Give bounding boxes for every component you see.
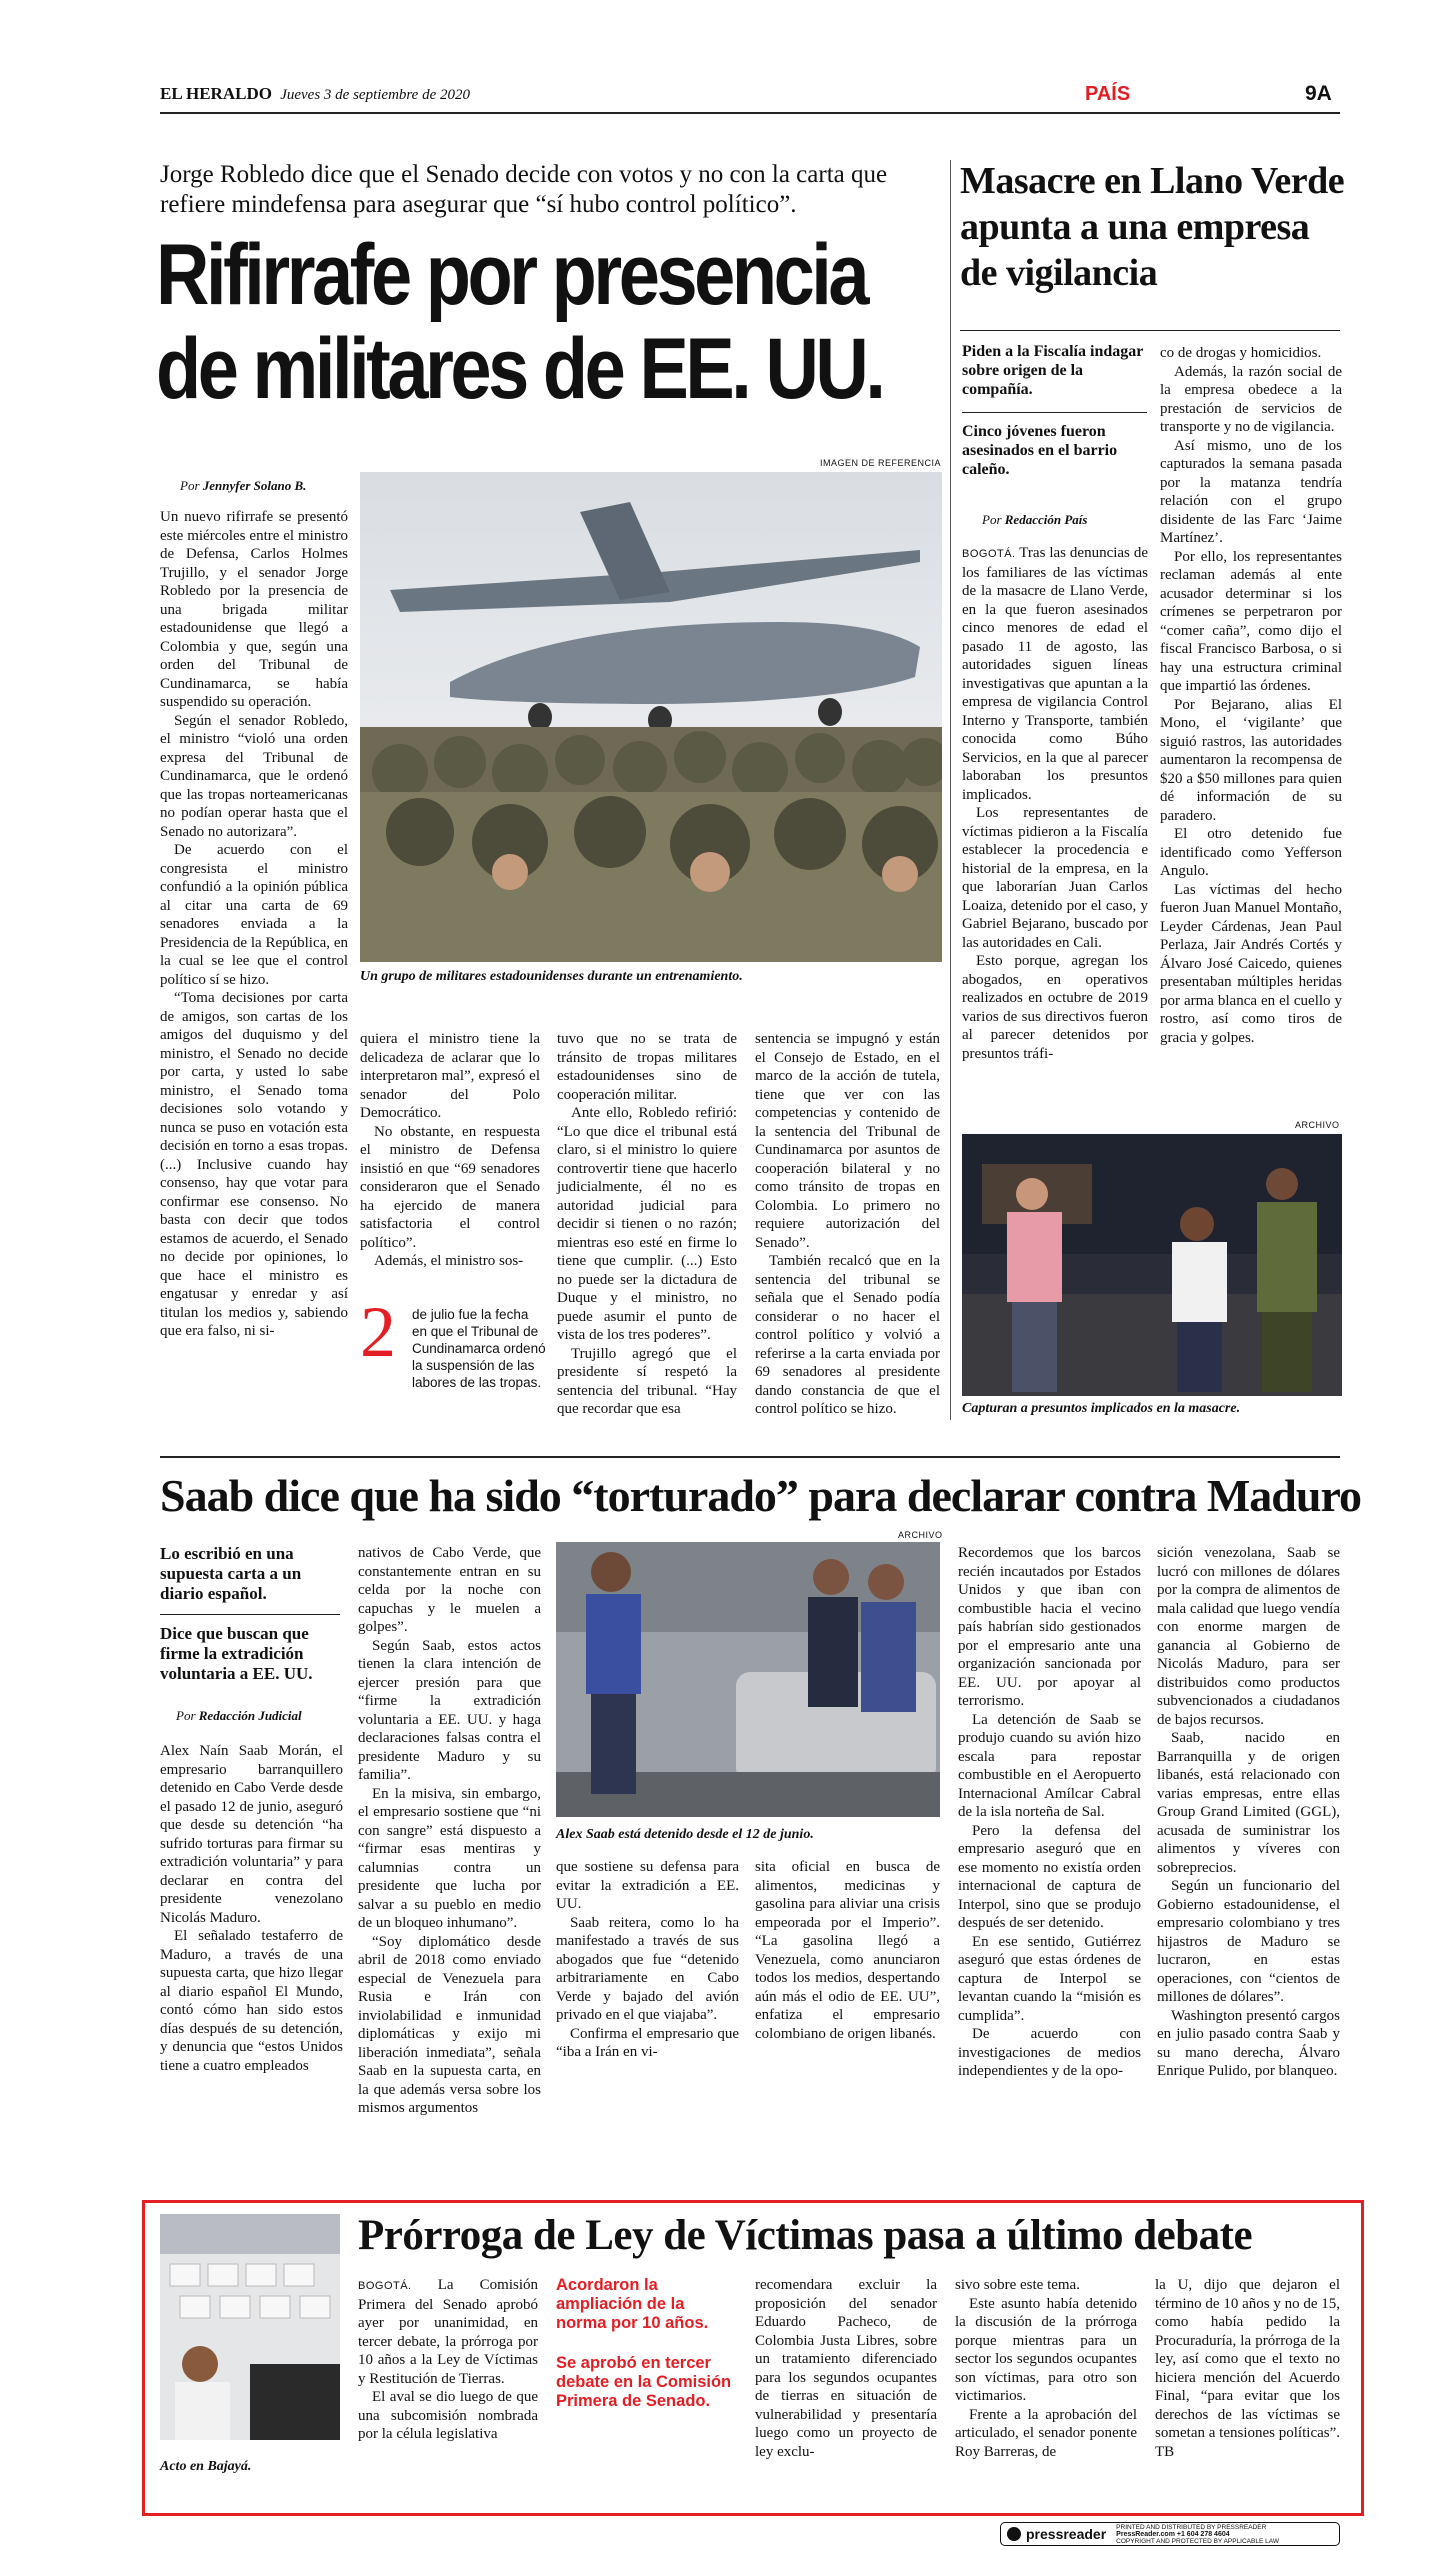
arrest-illustration <box>962 1134 1342 1396</box>
paragraph: Alex Naín Saab Morán, el empresario barranquillero detenido en Cabo Verde desde el pasado 12 de junio, aseguró que desde su detención “ha sufrido torturas para firmar su extradición voluntaria” y para declarar en contra del presidente venezolano Nicolás Maduro. <box>160 1743 343 1926</box>
story3-col2 <box>358 1544 541 2118</box>
paragraph: Saab reitera, como lo ha manifestado a través de sus abogados que fue “detenido arbitrariamente en Cabo Verde y bajado del avión privado en el que viajaba”. <box>556 1914 739 2023</box>
byline-name: Redacción País <box>1004 512 1088 527</box>
masthead-paper <box>160 84 470 104</box>
story2-photo <box>962 1134 1342 1396</box>
deck-rule <box>962 412 1147 413</box>
header-rule <box>160 112 1340 114</box>
paragraph: Recordemos que los barcos recién incautados por Estados Unidos y que iban con combustible hacia el vecino país habrían sido gestionados por el empresario ante una organización sancionada por EE. UU. por apoyar al terrorismo. <box>958 1545 1141 1709</box>
story1-headline-line2: de militares de EE. UU. <box>156 321 883 417</box>
paragraph: que sostiene su defensa para evitar la extradición a EE. UU. <box>556 1859 739 1912</box>
story1-caption: Un grupo de militares estadounidenses durante un entrenamiento. <box>360 969 743 984</box>
paragraph <box>962 544 1148 804</box>
story1-col3 <box>557 1030 737 1419</box>
story4-col1 <box>358 2276 538 2444</box>
page-number: 9A <box>1305 82 1332 105</box>
paragraph: sivo sobre este tema. <box>955 2277 1080 2293</box>
story3-col4 <box>755 1858 940 2043</box>
story3-caption: Alex Saab está detenido desde el 12 de junio. <box>556 1827 814 1842</box>
paragraph: La detención de Saab se produjo cuando su avión hizo escala para repostar combustible en el Aeropuerto Internacional Amílcar Cabral de la isla norteña de Sal. <box>958 1711 1141 1820</box>
paragraph: Según el senador Robledo, el ministro “violó una orden expresa del Tribunal de Cundinamarca, que le ordenó que las tropas norteamericanas no podían operar hasta que el Senado no autorizara”. <box>160 712 348 840</box>
story4-photo <box>160 2214 340 2440</box>
story1-col2 <box>360 1030 540 1271</box>
story3-byline <box>176 1708 302 1724</box>
byline-name: Jennyfer Solano B. <box>202 478 307 493</box>
story1-col4 <box>755 1030 940 1419</box>
paragraph: Así mismo, uno de los capturados la semana pasada por la matanza tendría relación con el grupo disidente de las Farc ‘Jaime Martínez’. <box>1160 437 1342 546</box>
paragraph: Trujillo agregó que el presidente sí respetó la sentencia del tribunal. “Hay que recordar que esa <box>557 1345 737 1417</box>
paper-name: EL HERALDO <box>160 84 272 103</box>
paragraph: Por ello, los representantes reclaman además al ente acusador determinar si los crímenes se perpetraron por “comer caña”, como dijo el fiscal Francisco Barbosa, o si hay una estructura criminal que impartió las órdenes. <box>1160 548 1342 694</box>
paragraph: En la misiva, sin embargo, el empresario sostiene que “ni con sangre” está dispuesto a “firmar esas mentiras y calumnias contra un presidente que lucha por salvar a su pueblo en medio de un bloqueo inhumano”. <box>358 1785 541 1931</box>
story3-col3 <box>556 1858 739 2062</box>
paragraph: “Toma decisiones por carta de amigos, son cartas de los amigos del duquismo y del ministro, el Senado no decide por carta, y usted lo sabe ministro, el Senado toma decisiones solo votando y nunca se puso en votación esta decisión en torno a esas tropas. (...) Inclusive cuando hay consenso, hay que votar para confirmar ese consenso. No basta con decir que todos estamos de acuerdo, el Senado no decide por opiniones, lo que hace el ministro es engatusar y enredar y así titulan los medios y, sabiendo que era falso, ni si- <box>160 990 348 1339</box>
paragraph: Washington presentó cargos en julio pasado contra Saab y su mano derecha, Álvaro Enrique Pulido, por blanqueo. <box>1157 2007 1340 2079</box>
story1-headline-line1: Rifirrafe por presencia <box>156 227 867 323</box>
story1-photo <box>360 472 942 962</box>
column-divider <box>950 160 951 1420</box>
pressreader-line2: PressReader.com +1 604 278 4604 <box>1116 2530 1230 2538</box>
story1-photo-credit: IMAGEN DE REFERENCIA <box>820 458 942 468</box>
paragraph: El aval se dio luego de que una subcomisión nombrada por la célula legislativa <box>358 2389 538 2442</box>
paragraph: El señalado testaferro de Maduro, a través de una supuesta carta, que hizo llegar al diario español El Mundo, contó cómo han sido estos días después de su detención, y denuncia que “estos Unidos tiene a cuatro empleados <box>160 1928 343 2074</box>
paragraph: Un nuevo rifirrafe se presentó este miércoles entre el ministro de Defensa, Carlos Holmes Trujillo, y el senador Jorge Robledo por la presencia de una brigada militar estadounidense que llegó a Colombia y que, según una orden del Tribunal de Cundinamarca, se había suspendido su operación. <box>160 509 348 710</box>
story4-headline: Prórroga de Ley de Víctimas pasa a último debate <box>358 2212 1253 2259</box>
story2-photo-credit: ARCHIVO <box>1295 1120 1340 1130</box>
section-name: PAÍS <box>1085 83 1131 105</box>
paragraph: Además, el ministro sos- <box>374 1253 524 1269</box>
paragraph: Este asunto había detenido la discusión de la prórroga porque mientras para un sector los segundos ocupantes son víctimas, para otro son victimarios. <box>955 2295 1137 2404</box>
pressreader-brand: pressreader <box>1026 2526 1107 2542</box>
story2-deck2: Cinco jóvenes fueron asesinados en el barrio caleño. <box>962 423 1118 478</box>
paragraph: sición venezolana, Saab se lucró con millones de dólares por la compra de alimentos de mala calidad que luego vendía con enorme margen de ganancia al Gobierno de Nicolás Maduro, para ser distribuidos como productos subvencionados a ciudadanos de bajos recursos. <box>1157 1545 1340 1728</box>
pressreader-line1: PRINTED AND DISTRIBUTED BY PRESSREADER <box>1116 2523 1267 2531</box>
paragraph: Saab, nacido en Barranquilla y de origen libanés, está relacionado con varias empresas, entre ellas Group Grand Limited (GGL), acusada de suministrar los alimentos y víveres con sobreprecios. <box>1157 1730 1340 1876</box>
paragraph: En ese sentido, Gutiérrez aseguró que estas órdenes de captura de Interpol se levantan cuando la “misión es cumplida”. <box>958 1933 1141 2024</box>
byline-prefix: Por <box>180 478 200 493</box>
byline-name: Redacción Judicial <box>198 1708 302 1723</box>
pressreader-badge[interactable] <box>1000 2522 1340 2546</box>
paragraph: No obstante, en respuesta el ministro de Defensa insistió en que “69 senadores consideraron que el Senado ha ejercido de manera satisfactoria el control político”. <box>360 1123 540 1251</box>
story3-col1 <box>160 1742 343 2075</box>
paragraph <box>358 2276 538 2388</box>
story2-headline: Masacre en Llano Verde apunta a una empresa de vigilancia <box>960 160 1345 294</box>
paragraph: Esto porque, agregan los abogados, en operativos realizados en octubre de 2019 varios de sus directivos fueron al parecer detenidos por presuntos tráfi- <box>962 953 1148 1062</box>
military-plane-illustration <box>360 472 942 962</box>
paragraph: Frente a la aprobación del articulado, el senador ponente Roy Barreras, de <box>955 2406 1137 2460</box>
paragraph-text: Tras las denuncias de los familiares de las víctimas de la masacre de Llano Verde, en la que fueron asesinados cinco menores de edad el pasado 11 de agosto, las autoridades siguen líneas investigativas que apuntan a la empresa de vigilancia Control Interno y Transporte, también conocida como Búho Servicios, en la que al parecer laboraban los presuntos implicados. <box>962 545 1148 803</box>
paragraph-text: La Comisión Primera del Senado aprobó ayer por unanimidad, en tercer debate, la prórroga por 10 años a la Ley de Víctimas y Restitución de Tierras. <box>358 2277 539 2387</box>
paragraph: Confirma el empresario que “iba a Irán en vi- <box>556 2025 739 2060</box>
story3-deck2: Dice que buscan que firme la extradición voluntaria a EE. UU. <box>160 1624 313 1683</box>
paragraph: Pero la defensa del empresario aseguró que en ese momento no existía orden internacional de captura de Interpol, sino que se produjo después de ser detenido. <box>958 1822 1141 1931</box>
fact-number: 2 <box>360 1292 396 1372</box>
paragraph: Los representantes de víctimas pidieron a la Fiscalía establecer la procedencia e historial de la empresa, en la que laborarían Juan Carlos Loaiza, detenido por el caso, y Gabriel Bejarano, buscado por las autoridades en Cali. <box>962 805 1148 951</box>
story2-deck1: Piden a la Fiscalía indagar sobre origen de la compañía. <box>962 343 1144 398</box>
story3-photo <box>556 1542 940 1817</box>
paragraph: tuvo que no se trata de tránsito de tropas militares estadounidenses sino de cooperación militar. <box>557 1031 737 1103</box>
pressreader-info <box>1116 2524 1279 2545</box>
story4-col4 <box>955 2276 1137 2461</box>
byline-prefix: Por <box>176 1708 196 1723</box>
story4-col5 <box>1155 2276 1340 2461</box>
story3-photo-credit: ARCHIVO <box>898 1530 943 1540</box>
story2-col1 <box>962 544 1148 1063</box>
story2-caption: Capturan a presuntos implicados en la masacre. <box>962 1401 1241 1416</box>
pressreader-logo-icon <box>1007 2527 1021 2541</box>
pressreader-line3: COPYRIGHT AND PROTECTED BY APPLICABLE LAW <box>1116 2537 1279 2545</box>
story3-deck1: Lo escribió en una supuesta carta a un diario español. <box>160 1544 302 1603</box>
story1-byline <box>180 478 306 494</box>
story1-kicker: Jorge Robledo dice que el Senado decide con votos y no con la carta que refiere mindefensa para asegurar que “sí hubo control político”. <box>160 161 888 218</box>
detainee-illustration <box>556 1542 940 1817</box>
paragraph: recomendara excluir la proposición del senador Eduardo Pacheco, de Colombia Justa Libres, sobre un tratamiento diferenciado para los segundos ocupantes de tierras en situación de vulnerabilidad y presentaría luego como un proyecto de ley exclu- <box>755 2277 937 2460</box>
paragraph: De acuerdo con el congresista el ministro confundió a la opinión pública al citar una carta de 69 senadores enviada a la Presidencia de la República, en la cual se lee que el control político sí se hizo. <box>160 842 348 988</box>
byline-prefix: Por <box>982 512 1002 527</box>
story2-byline <box>982 512 1087 528</box>
fact-text: de julio fue la fecha en que el Tribunal de Cundinamarca ordenó la suspensión de las labores de las tropas. <box>412 1307 546 1390</box>
paragraph: Según un funcionario del Gobierno estadounidense, el empresario colombiano y tres hijastros de Maduro se lucraron, en estas operaciones, con “cientos de millones de dólares”. <box>1157 1878 1340 2005</box>
story1-headline <box>156 227 883 417</box>
ceremony-illustration <box>160 2214 340 2440</box>
paragraph: “Soy diplomático desde abril de 2018 como enviado especial de Venezuela para Rusia e Irán con inviolabilidad e inmunidad diplomáticas y exijo mi liberación inmediata”, señala Saab en la supuesta carta, en la que además versa sobre los mismos argumentos <box>358 1933 541 2116</box>
story3-col5 <box>958 1544 1141 2081</box>
story4-deck1: Acordaron la ampliación de la norma por 10 años. <box>556 2276 709 2332</box>
paragraph: Según Saab, estos actos tienen la clara intención de ejercer presión para que “firme la extradición voluntaria a EE. UU. y haga declaraciones falsas contra el presidente Maduro y su familia”. <box>358 1637 541 1783</box>
story3-headline: Saab dice que ha sido “torturado” para declarar contra Maduro <box>160 1470 1362 1521</box>
story3-col6 <box>1157 1544 1340 2081</box>
paragraph: Las víctimas del hecho fueron Juan Manuel Montaño, Leyder Cárdenas, Jean Paul Perlaza, Jair Andrés Cortés y Álvaro José Caicedo, quienes presentaban múltiples heridas por arma blanca en el cuello y rostro, así como tiros de gracia y golpes. <box>1160 881 1342 1046</box>
deck-rule <box>160 1614 340 1615</box>
paragraph: De acuerdo con investigaciones de medios independientes y de la opo- <box>958 2026 1141 2079</box>
story4-deck2: Se aprobó en tercer debate en la Comisión Primera de Senado. <box>556 2354 732 2410</box>
paragraph: la U, dijo que dejaron el término de 10 años y no de 15, como había pedido la Procuraduría, la prórroga de la ley, así como que el texto no hiciera mención del Acuerdo Final, “para evitar que los derechos de las víctimas se sometan a tensiones políticas”. TB <box>1155 2277 1340 2460</box>
issue-date: Jueves 3 de septiembre de 2020 <box>280 87 470 103</box>
story4-col3 <box>755 2276 937 2461</box>
dateline: BOGOTÁ. <box>962 548 1016 560</box>
story2-col2 <box>1160 344 1342 1047</box>
paragraph: El otro detenido fue identificado como Yefferson Angulo. <box>1160 826 1342 879</box>
section-rule <box>160 1456 1340 1458</box>
paragraph: Ante ello, Robledo refirió: “Lo que dice el tribunal está claro, si el ministro lo quiere controvertir tiene que hacerlo judicialmente, él no es autoridad judicial para decidir si tienen o no razón; mientras eso esté en firme lo tiene que cumplir. (...) Esto no puede ser la dictadura de Duque y el ministro, no puede asumir el punto de vista de los tres poderes”. <box>557 1105 737 1343</box>
paragraph: sita oficial en busca de alimentos, medicinas y gasolina para aliviar una crisis empeorada por el Imperio”. “La gasolina llegó a Venezuela, como anunciaron todos los medios, despertando aún más el odio de EE. UU”, enfatiza el empresario colombiano de origen libanés. <box>755 1859 940 2042</box>
paragraph: Por Bejarano, alias El Mono, el ‘vigilante’ que siguió rastros, las autoridades aumentaron la recompensa de $20 a $50 millones para quien dé información de su paradero. <box>1160 696 1342 824</box>
paragraph: También recalcó que en la sentencia del tribunal se señala que el Senado podía considerar o no hacer el control político y volvió a referirse a la carta enviada por 69 senadores al presidente dando constancia de que el control político se hizo. <box>755 1253 940 1417</box>
paragraph: Además, la razón social de la empresa obedece a la prestación de servicios de transporte y no de vigilancia. <box>1160 363 1342 435</box>
paragraph: quiera el ministro tiene la delicadeza de aclarar que lo interpretaron mal”, expresó el senador del Polo Democrático. <box>360 1031 540 1121</box>
paragraph: sentencia se impugnó y están el Consejo de Estado, en el marco de la acción de tutela, tiene que ver con las competencias y contenido de la sentencia del Tribunal de Cundinamarca por asuntos de cooperación bilateral y no como tránsito de tropas en Colombia. Lo primero no requiere autorización del Senado”. <box>755 1031 940 1251</box>
dateline: BOGOTÁ. <box>358 2280 412 2292</box>
story1-col1 <box>160 508 348 1341</box>
story2-headline-rule <box>960 330 1340 331</box>
paragraph: nativos de Cabo Verde, que constantemente entran en su celda por la noche con capuchas y le muelen a golpes”. <box>358 1545 541 1635</box>
paragraph: co de drogas y homicidios. <box>1160 345 1322 361</box>
story4-caption: Acto en Bajayá. <box>160 2459 252 2474</box>
